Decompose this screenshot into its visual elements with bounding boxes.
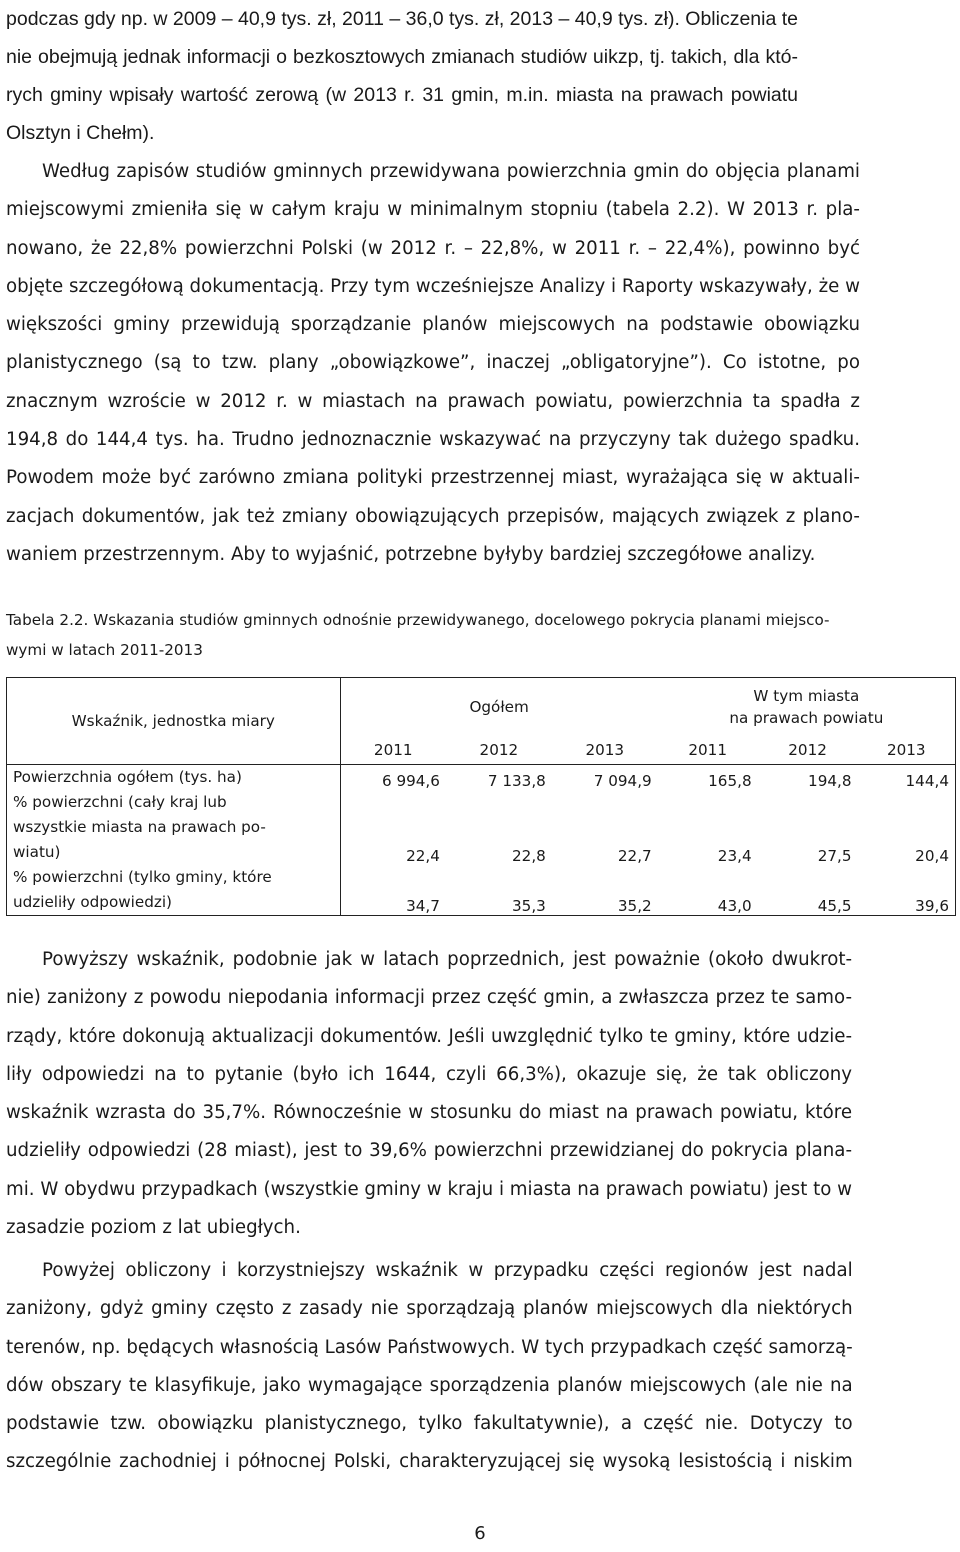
text-line: Tabela 2.2. Wskazania studiów gminnych odnośnie przewidywanego, docelowego pokrycia planami miejsco- <box>6 611 830 629</box>
text-line: nie) zaniżony z powodu niepodania informacji przez część gmin, a zwłaszcza przez te samo- <box>6 987 853 1009</box>
page-number: 6 <box>474 1523 486 1544</box>
text-line: zasadzie poziom z lat ubiegłych. <box>6 1217 301 1239</box>
text-line: terenów, np. będących własnością Lasów Państwowych. W tych przypadkach część samorzą- <box>6 1336 853 1358</box>
table-cell: 165,8 <box>708 772 752 790</box>
text-line: podstawie tzw. obowiązku planistycznego, tylko fakultatywnie), a część nie. Dotyczy to <box>6 1413 853 1435</box>
text-line: wymi w latach 2011-2013 <box>6 641 203 659</box>
table-cell: 35,2 <box>617 897 652 915</box>
year-header: 2012 <box>479 741 519 759</box>
text-line: znacznym wzroście w 2012 r. w miastach na prawach powiatu, powierzchnia ta spadła z <box>6 390 860 412</box>
table-cell: 35,3 <box>512 897 546 915</box>
row-label-line: Powierzchnia ogółem (tys. ha) <box>13 768 242 786</box>
row-label-line: wszystkie miasta na prawach po- <box>13 818 266 836</box>
table-cell: 7 133,8 <box>487 772 546 790</box>
group-cities-line: W tym miasta <box>753 687 860 705</box>
text-line: rządy, które dokonują aktualizacji dokumentów. Jeśli uwzględnić tylko te gminy, które udzie- <box>6 1025 853 1047</box>
data-table <box>6 677 956 916</box>
row-label-line: % powierzchni (cały kraj lub <box>13 793 227 811</box>
table-row <box>7 865 956 916</box>
table-cell: 7 094,9 <box>593 772 652 790</box>
text-line: Powyższy wskaźnik, podobnie jak w latach poprzednich, jest poważnie (około dwukrot- <box>42 949 853 970</box>
table-cell: 22,8 <box>512 847 546 865</box>
text-line: większości gminy przewidują sporządzanie planów miejscowych na podstawie obowiązku <box>6 314 860 336</box>
paragraph-regions <box>6 1252 853 1482</box>
table-cell: 39,6 <box>915 897 949 915</box>
row-label <box>7 765 341 791</box>
table-cell: 20,4 <box>915 847 949 865</box>
year-header: 2011 <box>688 741 727 759</box>
table-cell: 23,4 <box>717 847 752 865</box>
year-header: 2012 <box>788 741 827 759</box>
table-cell: 34,7 <box>406 897 440 915</box>
row-label <box>7 865 341 916</box>
text-line: Według zapisów studiów gminnych przewidywana powierzchnia gmin do objęcia planami <box>42 161 860 182</box>
text-line: Powodem może być zarówno zmiana polityki przestrzennej miast, wyrażająca się w aktuali- <box>6 467 860 489</box>
table-cell: 43,0 <box>717 897 752 915</box>
text-line: nie obejmują jednak informacji o bezkosztowych zmianach studiów uikzp, tj. takich, dla któ- <box>6 46 799 68</box>
table-cell: 22,7 <box>617 847 652 865</box>
row-label-line: % powierzchni (tylko gminy, które <box>13 868 272 886</box>
text-line: liły odpowiedzi na to pytanie (było ich 1644, czyli 66,3%), okazuje się, że tak obliczony <box>6 1063 853 1085</box>
text-line: nowano, że 22,8% powierzchni Polski (w 2012 r. – 22,8%, w 2011 r. – 22,4%), powinno być <box>6 237 860 259</box>
text-line: rych gminy wpisały wartość zerową (w 2013 r. 31 gmin, m.in. miasta na prawach powiatu <box>6 84 799 106</box>
text-line: waniem przestrzennym. Aby to wyjaśnić, potrzebne byłyby bardziej szczegółowe analizy. <box>6 543 816 565</box>
text-line: zacjach dokumentów, jak też zmiany obowiązujących przepisów, mających związek z plano- <box>6 505 860 527</box>
column-group-total: Ogółem <box>469 698 529 716</box>
table-cell: 144,4 <box>905 772 949 790</box>
text-line: miejscowymi zmieniła się w całym kraju w minimalnym stopniu (tabela 2.2). W 2013 r. pla- <box>6 199 860 221</box>
paragraph-planned-area <box>6 153 860 574</box>
table-header-row <box>7 678 956 737</box>
text-line: mi. W obydwu przypadkach (wszystkie gminy w kraju i miasta na prawach powiatu) jest to w <box>6 1178 853 1200</box>
paragraph-intro <box>6 0 798 152</box>
table-container <box>6 677 956 916</box>
text-line: zaniżony, gdyż gminy często z zasady nie sporządzają planów miejscowych dla niektórych <box>6 1298 853 1320</box>
row-label-line: wiatu) <box>13 843 61 861</box>
text-line: podczas gdy np. w 2009 – 40,9 tys. zł, 2011 – 36,0 tys. zł, 2013 – 40,9 tys. zł). Obliczenia te <box>6 8 799 30</box>
table-row <box>7 790 956 865</box>
table-row <box>7 765 956 791</box>
table-caption <box>6 605 830 665</box>
text-line: wskaźnik wzrasta do 35,7%. Równocześnie w stosunku do miast na prawach powiatu, które <box>6 1102 853 1124</box>
text-line: Powyżej obliczony i korzystniejszy wskaźnik w przypadku części regionów jest nadal <box>42 1260 853 1281</box>
group-cities-line: na prawach powiatu <box>729 709 884 727</box>
table-cell: 45,5 <box>817 897 852 915</box>
text-line: szczególnie zachodniej i północnej Polski, charakteryzującej się wysoką lesistością i niskim <box>6 1451 853 1473</box>
table-cell: 194,8 <box>808 772 852 790</box>
row-label <box>7 790 341 865</box>
row-label-line: udzieliły odpowiedzi) <box>13 893 172 911</box>
table-cell: 6 994,6 <box>381 772 440 790</box>
text-line: 194,8 do 144,4 tys. ha. Trudno jednoznacznie wskazywać na przyczyny tak dużego spadku. <box>6 429 860 451</box>
text-line: dów obszary te klasyfikuje, jako wymagające sporządzenia planów miejscowych (ale nie na <box>6 1374 853 1396</box>
table-cell: 22,4 <box>406 847 440 865</box>
year-header: 2013 <box>585 741 625 759</box>
year-header: 2011 <box>373 741 413 759</box>
text-line: objęte szczegółową dokumentacją. Przy tym wcześniejsze Analizy i Raporty wskazywały, że w <box>6 275 860 297</box>
text-line: Olsztyn i Chełm). <box>6 122 155 144</box>
paragraph-underestimation <box>6 941 852 1247</box>
text-line: planistycznego (są to tzw. plany „obowiązkowe”, inaczej „obligatoryjne”). Co istotne, po <box>6 352 860 374</box>
year-header: 2013 <box>886 741 926 759</box>
column-header-indicator: Wskaźnik, jednostka miary <box>7 678 341 765</box>
table-cell: 27,5 <box>817 847 852 865</box>
text-line: udzieliły odpowiedzi (28 miast), jest to 39,6% powierzchni przewidzianej do pokrycia plana- <box>6 1140 853 1162</box>
column-group-cities <box>658 678 956 737</box>
